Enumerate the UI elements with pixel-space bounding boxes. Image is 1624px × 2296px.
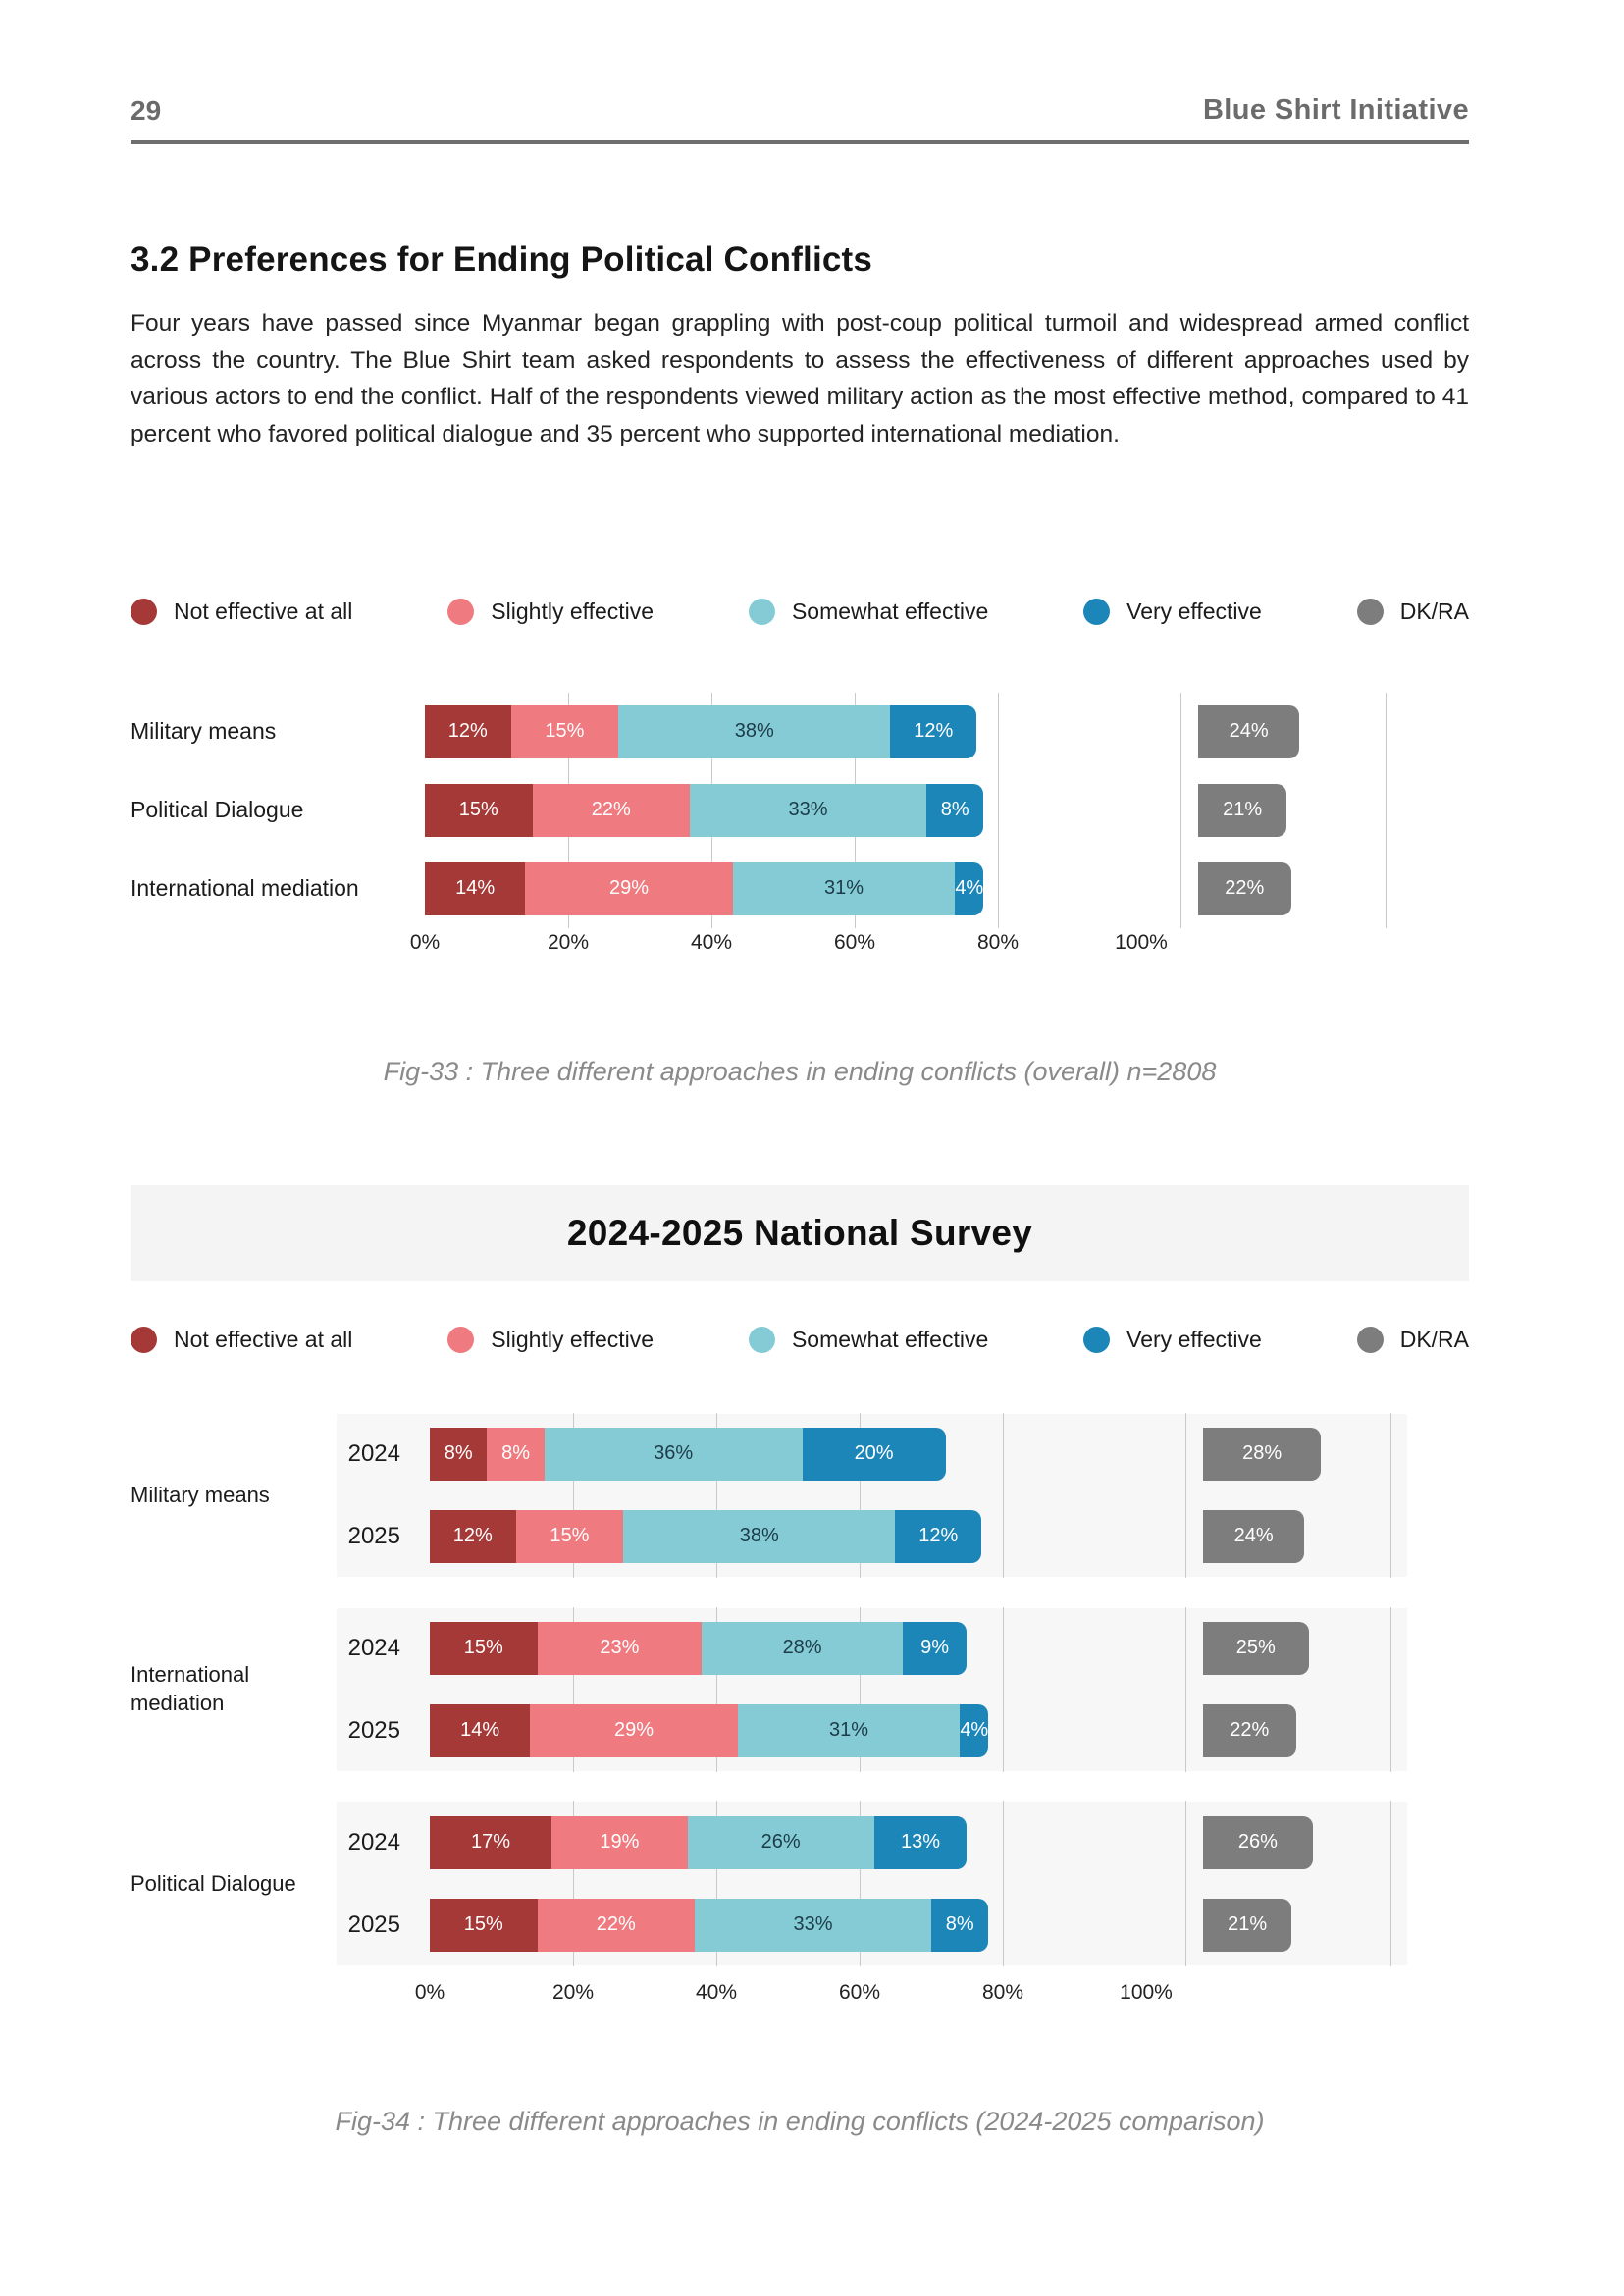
fig34-chart bbox=[131, 1414, 1469, 1965]
stacked-bar bbox=[430, 1816, 967, 1869]
axis-tick-label: 80% bbox=[976, 930, 1020, 954]
legend-label: Slightly effective bbox=[491, 598, 655, 624]
stacked-bar bbox=[430, 1622, 967, 1675]
gridline bbox=[1003, 1801, 1004, 1884]
gridline bbox=[1003, 1495, 1004, 1578]
bar-segment: 29% bbox=[525, 862, 733, 915]
dkra-panel bbox=[1180, 784, 1387, 837]
group-panel bbox=[337, 1802, 1407, 1965]
stacked-bar-row bbox=[430, 1704, 1391, 1757]
gridline bbox=[1003, 1413, 1004, 1495]
stacked-bar bbox=[425, 862, 983, 915]
bar-segment: 12% bbox=[430, 1510, 516, 1563]
stacked-bar bbox=[430, 1428, 946, 1481]
bar-segment: 4% bbox=[960, 1704, 988, 1757]
year-label: 2024 bbox=[347, 1828, 400, 1855]
axis-tick-label: 60% bbox=[833, 930, 876, 954]
dkra-panel bbox=[1185, 1899, 1391, 1952]
bar-segment: 28% bbox=[702, 1622, 902, 1675]
dkra-panel bbox=[1180, 705, 1387, 758]
stacked-bar bbox=[430, 1704, 988, 1757]
bar-segment: 23% bbox=[538, 1622, 703, 1675]
bar-segment: 17% bbox=[430, 1816, 551, 1869]
bar-segment: 8% bbox=[430, 1428, 487, 1481]
legend-item-not-effective bbox=[131, 1327, 352, 1353]
bar-plot-area bbox=[430, 1816, 1146, 1869]
bar-segment: 12% bbox=[895, 1510, 981, 1563]
fig33-chart bbox=[131, 705, 1469, 915]
category-label: Military means bbox=[131, 1482, 270, 1507]
stacked-bar bbox=[425, 705, 976, 758]
bar-segment: 31% bbox=[738, 1704, 960, 1757]
axis-tick-label: 100% bbox=[1120, 1980, 1173, 2004]
year-row bbox=[337, 1428, 1391, 1481]
gridline bbox=[998, 850, 999, 928]
gridline bbox=[1003, 1690, 1004, 1772]
category-label: Political Dialogue bbox=[131, 1870, 296, 1896]
bar-segment: 22% bbox=[533, 784, 691, 837]
axis-tick-label: 0% bbox=[409, 930, 441, 954]
bar-segment: 13% bbox=[874, 1816, 968, 1869]
chart-group bbox=[131, 1608, 1469, 1771]
legend-item-somewhat-effective bbox=[749, 1327, 988, 1353]
bar-plot-area bbox=[425, 862, 1141, 915]
bar-segment: 8% bbox=[931, 1899, 988, 1952]
dkra-bar: 24% bbox=[1203, 1510, 1304, 1563]
axis-tick-label: 20% bbox=[547, 930, 590, 954]
legend-swatch-slightly-effective bbox=[447, 1327, 474, 1353]
bar-segment: 15% bbox=[430, 1899, 538, 1952]
year-row bbox=[337, 1510, 1391, 1563]
legend-label: Slightly effective bbox=[491, 1326, 655, 1352]
bar-segment: 29% bbox=[530, 1704, 738, 1757]
chart-group bbox=[131, 1414, 1469, 1577]
dkra-panel bbox=[1185, 1816, 1391, 1869]
legend-swatch-not-effective bbox=[131, 1327, 157, 1353]
category-label: Political Dialogue bbox=[131, 797, 304, 823]
bar-segment: 12% bbox=[890, 705, 976, 758]
bar-segment: 12% bbox=[425, 705, 511, 758]
bar-segment: 31% bbox=[733, 862, 955, 915]
legend-item-slightly-effective bbox=[447, 599, 654, 625]
axis-tick-label: 0% bbox=[414, 1980, 445, 2004]
stacked-bar-row bbox=[430, 1510, 1391, 1563]
legend-item-dkra bbox=[1357, 1327, 1469, 1353]
legend-item-somewhat-effective bbox=[749, 599, 988, 625]
legend-fig33 bbox=[131, 599, 1469, 625]
bar-segment: 15% bbox=[511, 705, 619, 758]
stacked-bar-row bbox=[430, 1428, 1391, 1481]
dkra-bar: 21% bbox=[1203, 1899, 1291, 1952]
section-body-paragraph: Four years have passed since Myanmar began grappling with post-coup political turmoil and widespread armed conflict across the country. The Blue Shirt team asked respondents to assess the effectiveness of different approaches used by various actors to end the conflict. Half of the respondents viewed military action as the most effective method, compared to 41 percent who favored political dialogue and 35 percent who supported international mediation. bbox=[131, 310, 1469, 448]
bar-segment: 8% bbox=[487, 1428, 544, 1481]
bar-segment: 9% bbox=[903, 1622, 968, 1675]
legend-item-very-effective bbox=[1083, 599, 1262, 625]
dkra-bar: 24% bbox=[1198, 705, 1299, 758]
bar-segment: 14% bbox=[425, 862, 525, 915]
bar-plot-area bbox=[430, 1704, 1146, 1757]
legend-item-slightly-effective bbox=[447, 1327, 654, 1353]
year-label: 2024 bbox=[347, 1634, 400, 1661]
bar-segment: 15% bbox=[425, 784, 533, 837]
dkra-bar: 22% bbox=[1198, 862, 1291, 915]
stacked-bar-row bbox=[425, 784, 1387, 837]
dkra-panel bbox=[1185, 1622, 1391, 1675]
dkra-panel bbox=[1180, 862, 1387, 915]
legend-label: DK/RA bbox=[1399, 598, 1469, 624]
legend-item-very-effective bbox=[1083, 1327, 1262, 1353]
dkra-bar: 21% bbox=[1198, 784, 1286, 837]
axis-tick-label: 60% bbox=[838, 1980, 881, 2004]
year-label: 2025 bbox=[347, 1910, 400, 1938]
stacked-bar-row bbox=[430, 1816, 1391, 1869]
dkra-panel bbox=[1185, 1428, 1391, 1481]
bar-segment: 19% bbox=[551, 1816, 688, 1869]
survey-band-title: 2024-2025 National Survey bbox=[566, 1212, 1033, 1253]
dkra-panel bbox=[1185, 1510, 1391, 1563]
year-row bbox=[337, 1622, 1391, 1675]
fig34-caption: Fig-34 : Three different approaches in ending conflicts (2024-2025 comparison) bbox=[335, 2106, 1265, 2136]
stacked-bar bbox=[425, 784, 983, 837]
bar-segment: 36% bbox=[545, 1428, 803, 1481]
legend-swatch-not-effective bbox=[131, 599, 157, 625]
dkra-bar: 22% bbox=[1203, 1704, 1296, 1757]
chart-row bbox=[131, 784, 1469, 837]
bar-segment: 20% bbox=[803, 1428, 946, 1481]
gridline bbox=[1003, 1607, 1004, 1690]
legend-label: Very effective bbox=[1126, 598, 1262, 624]
bar-segment: 15% bbox=[516, 1510, 624, 1563]
dkra-bar: 26% bbox=[1203, 1816, 1313, 1869]
dkra-panel bbox=[1185, 1704, 1391, 1757]
axis-tick-label: 40% bbox=[690, 930, 733, 954]
year-label: 2025 bbox=[347, 1716, 400, 1744]
legend-swatch-dkra bbox=[1357, 599, 1384, 625]
gridline bbox=[998, 693, 999, 771]
legend-label: Not effective at all bbox=[174, 598, 353, 624]
bar-segment: 38% bbox=[618, 705, 890, 758]
legend-label: Not effective at all bbox=[174, 1326, 353, 1352]
stacked-bar-row bbox=[430, 1622, 1391, 1675]
bar-segment: 14% bbox=[430, 1704, 530, 1757]
legend-swatch-very-effective bbox=[1083, 1327, 1110, 1353]
bar-plot-area bbox=[430, 1899, 1146, 1952]
chart-row bbox=[131, 862, 1469, 915]
bar-segment: 33% bbox=[695, 1899, 931, 1952]
axis-tick-label: 40% bbox=[695, 1980, 738, 2004]
chart-row bbox=[131, 705, 1469, 758]
year-label: 2025 bbox=[347, 1522, 400, 1549]
legend-swatch-very-effective bbox=[1083, 599, 1110, 625]
year-label: 2024 bbox=[347, 1439, 400, 1467]
chart-group bbox=[131, 1802, 1469, 1965]
legend-swatch-somewhat-effective bbox=[749, 1327, 775, 1353]
category-label: International mediation bbox=[131, 1662, 250, 1715]
bar-plot-area bbox=[425, 784, 1141, 837]
group-panel bbox=[337, 1608, 1407, 1771]
bar-plot-area bbox=[430, 1622, 1146, 1675]
bar-plot-area bbox=[425, 705, 1141, 758]
category-label: International mediation bbox=[131, 875, 359, 902]
year-row bbox=[337, 1704, 1391, 1757]
fig33-x-axis bbox=[409, 930, 1168, 963]
legend-label: Somewhat effective bbox=[791, 1326, 989, 1352]
stacked-bar-row bbox=[425, 705, 1387, 758]
legend-item-not-effective bbox=[131, 599, 352, 625]
group-panel bbox=[337, 1414, 1407, 1577]
stacked-bar bbox=[430, 1510, 981, 1563]
legend-label: Very effective bbox=[1126, 1326, 1262, 1352]
gridline bbox=[998, 771, 999, 850]
fig33-caption: Fig-33 : Three different approaches in ending conflicts (overall) n=2808 bbox=[383, 1056, 1217, 1086]
bar-segment: 22% bbox=[538, 1899, 696, 1952]
year-row bbox=[337, 1899, 1391, 1952]
bar-plot-area bbox=[430, 1510, 1146, 1563]
brand-title: Blue Shirt Initiative bbox=[1202, 94, 1469, 126]
gridline bbox=[1003, 1884, 1004, 1966]
dkra-bar: 28% bbox=[1203, 1428, 1321, 1481]
bar-segment: 8% bbox=[926, 784, 983, 837]
legend-swatch-slightly-effective bbox=[447, 599, 474, 625]
legend-label: DK/RA bbox=[1399, 1326, 1469, 1352]
year-row bbox=[337, 1816, 1391, 1869]
bar-segment: 33% bbox=[690, 784, 926, 837]
bar-segment: 4% bbox=[955, 862, 983, 915]
bar-segment: 15% bbox=[430, 1622, 538, 1675]
survey-band bbox=[131, 1185, 1469, 1281]
bar-segment: 26% bbox=[688, 1816, 874, 1869]
fig34-x-axis bbox=[414, 1980, 1173, 2012]
legend-item-dkra bbox=[1357, 599, 1469, 625]
category-label: Military means bbox=[131, 718, 277, 745]
page-number: 29 bbox=[131, 95, 162, 126]
stacked-bar-row bbox=[430, 1899, 1391, 1952]
stacked-bar-row bbox=[425, 862, 1387, 915]
bar-plot-area bbox=[430, 1428, 1146, 1481]
legend-swatch-somewhat-effective bbox=[749, 599, 775, 625]
page-header bbox=[131, 94, 1469, 127]
legend-fig34 bbox=[131, 1327, 1469, 1353]
section-heading: 3.2 Preferences for Ending Political Conflicts bbox=[131, 240, 873, 279]
legend-label: Somewhat effective bbox=[791, 598, 989, 624]
axis-tick-label: 100% bbox=[1115, 930, 1168, 954]
header-divider bbox=[131, 140, 1469, 144]
dkra-bar: 25% bbox=[1203, 1622, 1309, 1675]
stacked-bar bbox=[430, 1899, 988, 1952]
axis-tick-label: 80% bbox=[981, 1980, 1024, 2004]
bar-segment: 38% bbox=[623, 1510, 895, 1563]
legend-swatch-dkra bbox=[1357, 1327, 1384, 1353]
axis-tick-label: 20% bbox=[551, 1980, 595, 2004]
